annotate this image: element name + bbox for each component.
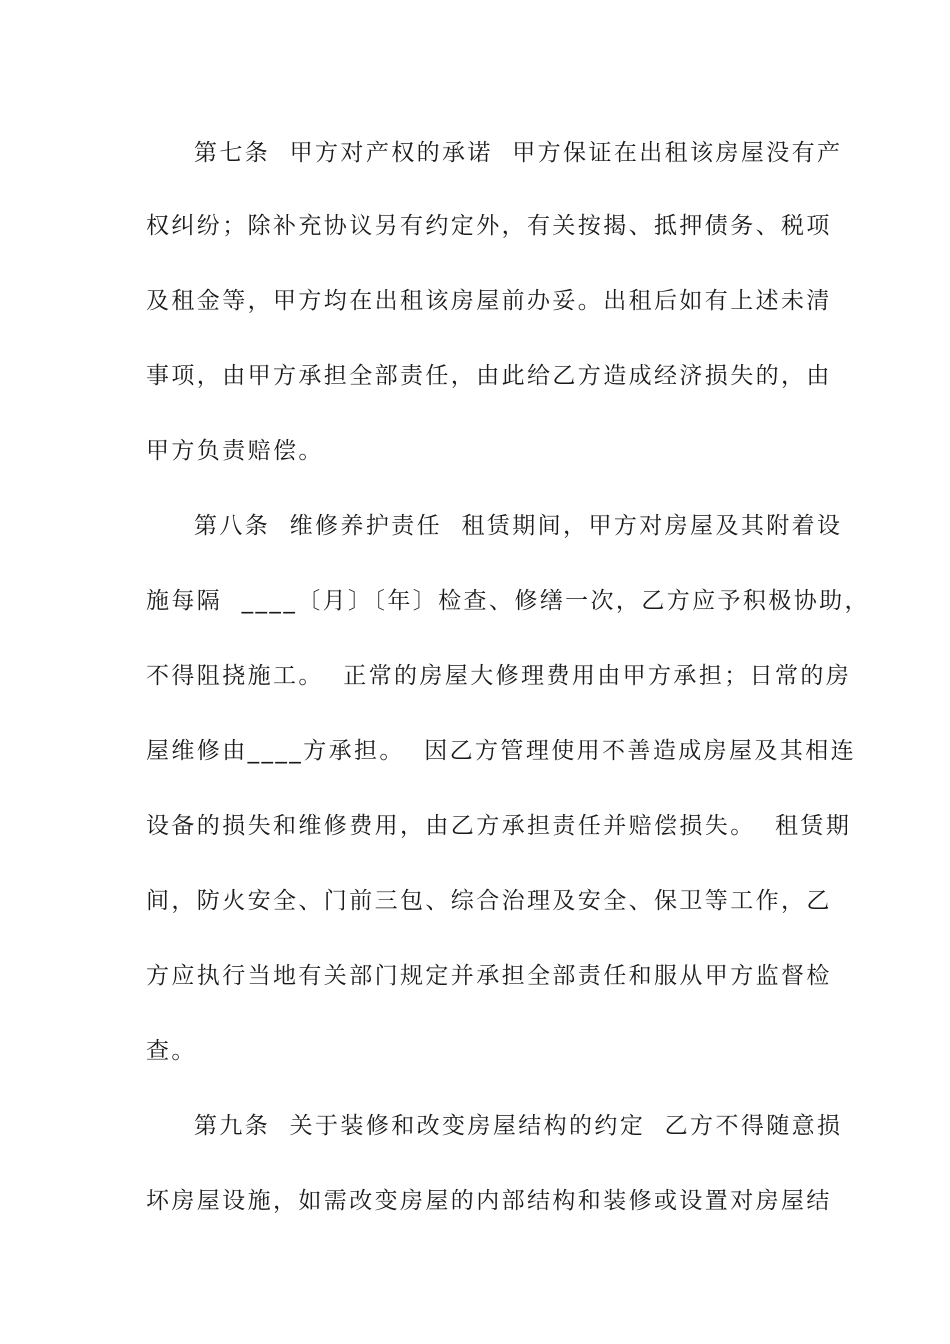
text-line: 施每隔 ____〔月〕〔年〕检查、修缮一次，乙方应予积极协助， [146, 588, 870, 614]
text-line: 甲方负责赔偿。 [146, 438, 324, 464]
text-line: 权纠纷；除补充协议另有约定外，有关按揭、抵押债务、税项 [146, 213, 832, 239]
text-line: 设备的损失和维修费用，由乙方承担责任并赔偿损失。 租赁期 [146, 813, 852, 839]
text-line: 事项，由甲方承担全部责任，由此给乙方造成经济损失的，由 [146, 363, 832, 389]
text-line: 第八条 维修养护责任 租赁期间，甲方对房屋及其附着设 [194, 513, 843, 539]
text-line: 及租金等，甲方均在出租该房屋前办妥。出租后如有上述未清 [146, 288, 832, 314]
text-line: 第九条 关于装修和改变房屋结构的约定 乙方不得随意损 [194, 1113, 843, 1139]
text-line: 第七条 甲方对产权的承诺 甲方保证在出租该房屋没有产 [194, 140, 843, 166]
text-line: 屋维修由____方承担。 因乙方管理使用不善造成房屋及其相连 [146, 738, 857, 764]
text-line: 坏房屋设施，如需改变房屋的内部结构和装修或设置对房屋结 [146, 1188, 832, 1214]
text-line: 不得阻挠施工。 正常的房屋大修理费用由甲方承担；日常的房 [146, 663, 852, 689]
text-line: 查。 [146, 1038, 197, 1064]
text-line: 间，防火安全、门前三包、综合治理及安全、保卫等工作，乙 [146, 888, 832, 914]
text-line: 方应执行当地有关部门规定并承担全部责任和服从甲方监督检 [146, 963, 832, 989]
